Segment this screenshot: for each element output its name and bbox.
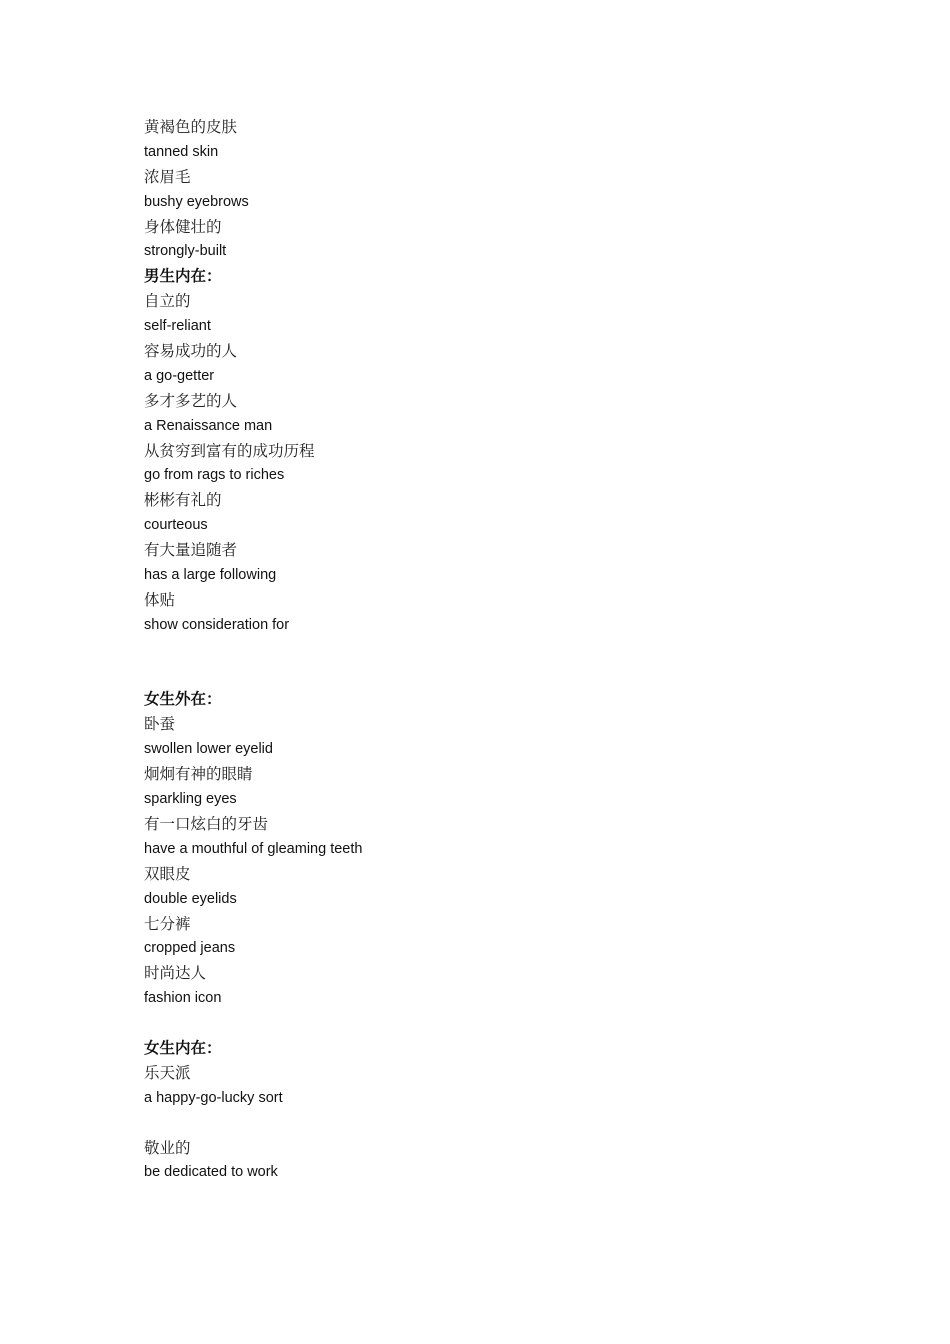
text-line: courteous [144, 517, 208, 534]
text-line: 有一口炫白的牙齿 [144, 814, 269, 833]
blank-line [144, 638, 844, 663]
text-line: self-reliant [144, 318, 211, 335]
text-line: 从贫穷到富有的成功历程 [144, 441, 315, 460]
text-line: 炯炯有神的眼睛 [144, 765, 253, 784]
text-line: sparkling eyes [144, 791, 237, 808]
text-line: have a mouthful of gleaming teeth [144, 840, 363, 857]
text-line: a go-getter [144, 367, 215, 384]
text-line: tanned skin [144, 143, 219, 160]
text-line: 卧蚕 [144, 715, 176, 734]
section-heading-female-outer: 女生外在： [144, 690, 222, 709]
text-line: 浓眉毛 [144, 167, 191, 186]
text-line: show consideration for [144, 616, 290, 633]
text-line: 身体健壮的 [144, 217, 222, 236]
section-heading-male-inner: 男生内在： [144, 267, 222, 286]
text-line: 乐天派 [144, 1063, 191, 1082]
text-line: 时尚达人 [144, 964, 207, 983]
document-page [144, 115, 844, 1185]
blank-line [144, 1011, 844, 1036]
section-heading-female-inner: 女生内在： [144, 1038, 222, 1057]
text-line: bushy eyebrows [144, 193, 249, 210]
text-line: 彬彬有礼的 [144, 491, 222, 510]
text-line: 自立的 [144, 292, 191, 311]
text-line: 敬业的 [144, 1138, 191, 1157]
text-line: a happy-go-lucky sort [144, 1089, 283, 1106]
text-line: be dedicated to work [144, 1164, 278, 1181]
text-line: swollen lower eyelid [144, 741, 273, 758]
blank-line [144, 1111, 844, 1136]
text-line: 双眼皮 [144, 864, 191, 883]
text-line: 七分裤 [144, 914, 191, 933]
text-line: a Renaissance man [144, 417, 273, 434]
text-line: strongly-built [144, 243, 227, 260]
text-line: double eyelids [144, 890, 237, 907]
text-line: 黄褐色的皮肤 [144, 118, 238, 136]
text-line: fashion icon [144, 990, 222, 1007]
text-line: cropped jeans [144, 940, 236, 957]
text-line: go from rags to riches [144, 467, 285, 484]
text-line: 多才多艺的人 [144, 391, 238, 410]
blank-line [144, 663, 844, 688]
text-line: 体贴 [144, 590, 176, 609]
text-line: has a large following [144, 567, 277, 584]
text-line: 有大量追随者 [144, 541, 238, 560]
text-line: 容易成功的人 [144, 342, 238, 361]
